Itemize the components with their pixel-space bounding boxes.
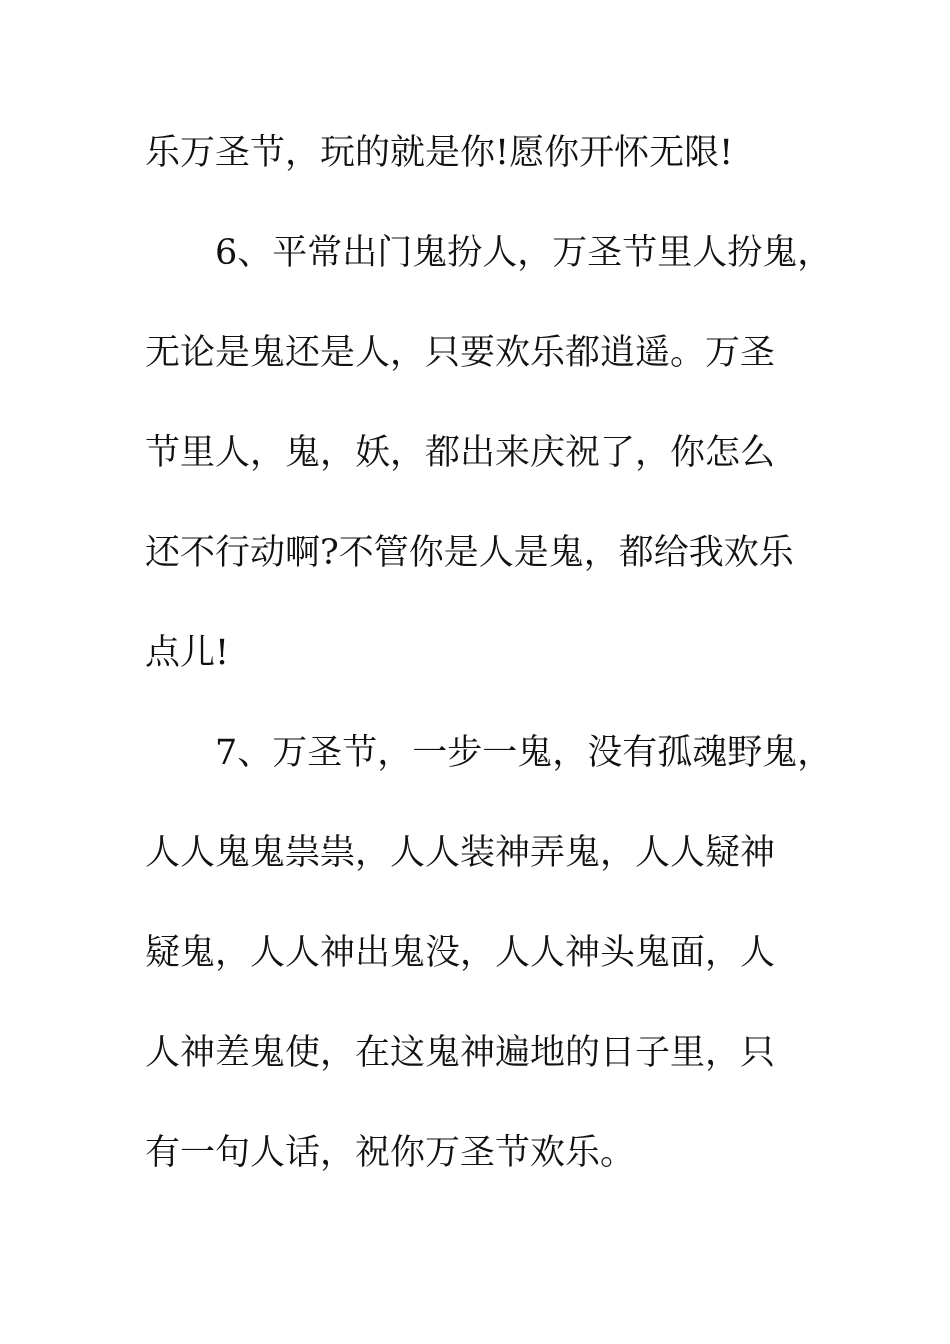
text-line: 7、万圣节，一步一鬼，没有孤魂野鬼， xyxy=(145,733,833,773)
text-line: 无论是鬼还是人，只要欢乐都逍遥。万圣 xyxy=(145,333,776,373)
text-line: 人神差鬼使，在这鬼神遍地的日子里，只 xyxy=(145,1033,776,1073)
text-line: 点儿! xyxy=(145,633,230,673)
text-line: 有一句人话，祝你万圣节欢乐。 xyxy=(145,1133,636,1173)
text-line: 节里人，鬼，妖，都出来庆祝了，你怎么 xyxy=(145,433,776,473)
text-line: 疑鬼，人人神出鬼没，人人神头鬼面，人 xyxy=(145,933,776,973)
text-line: 人人鬼鬼祟祟，人人装神弄鬼，人人疑神 xyxy=(145,833,776,873)
text-line: 乐万圣节，玩的就是你!愿你开怀无限! xyxy=(145,133,734,173)
text-line: 还不行动啊?不管你是人是鬼，都给我欢乐 xyxy=(145,533,794,573)
text-line: 6、平常出门鬼扮人，万圣节里人扮鬼， xyxy=(145,233,833,273)
